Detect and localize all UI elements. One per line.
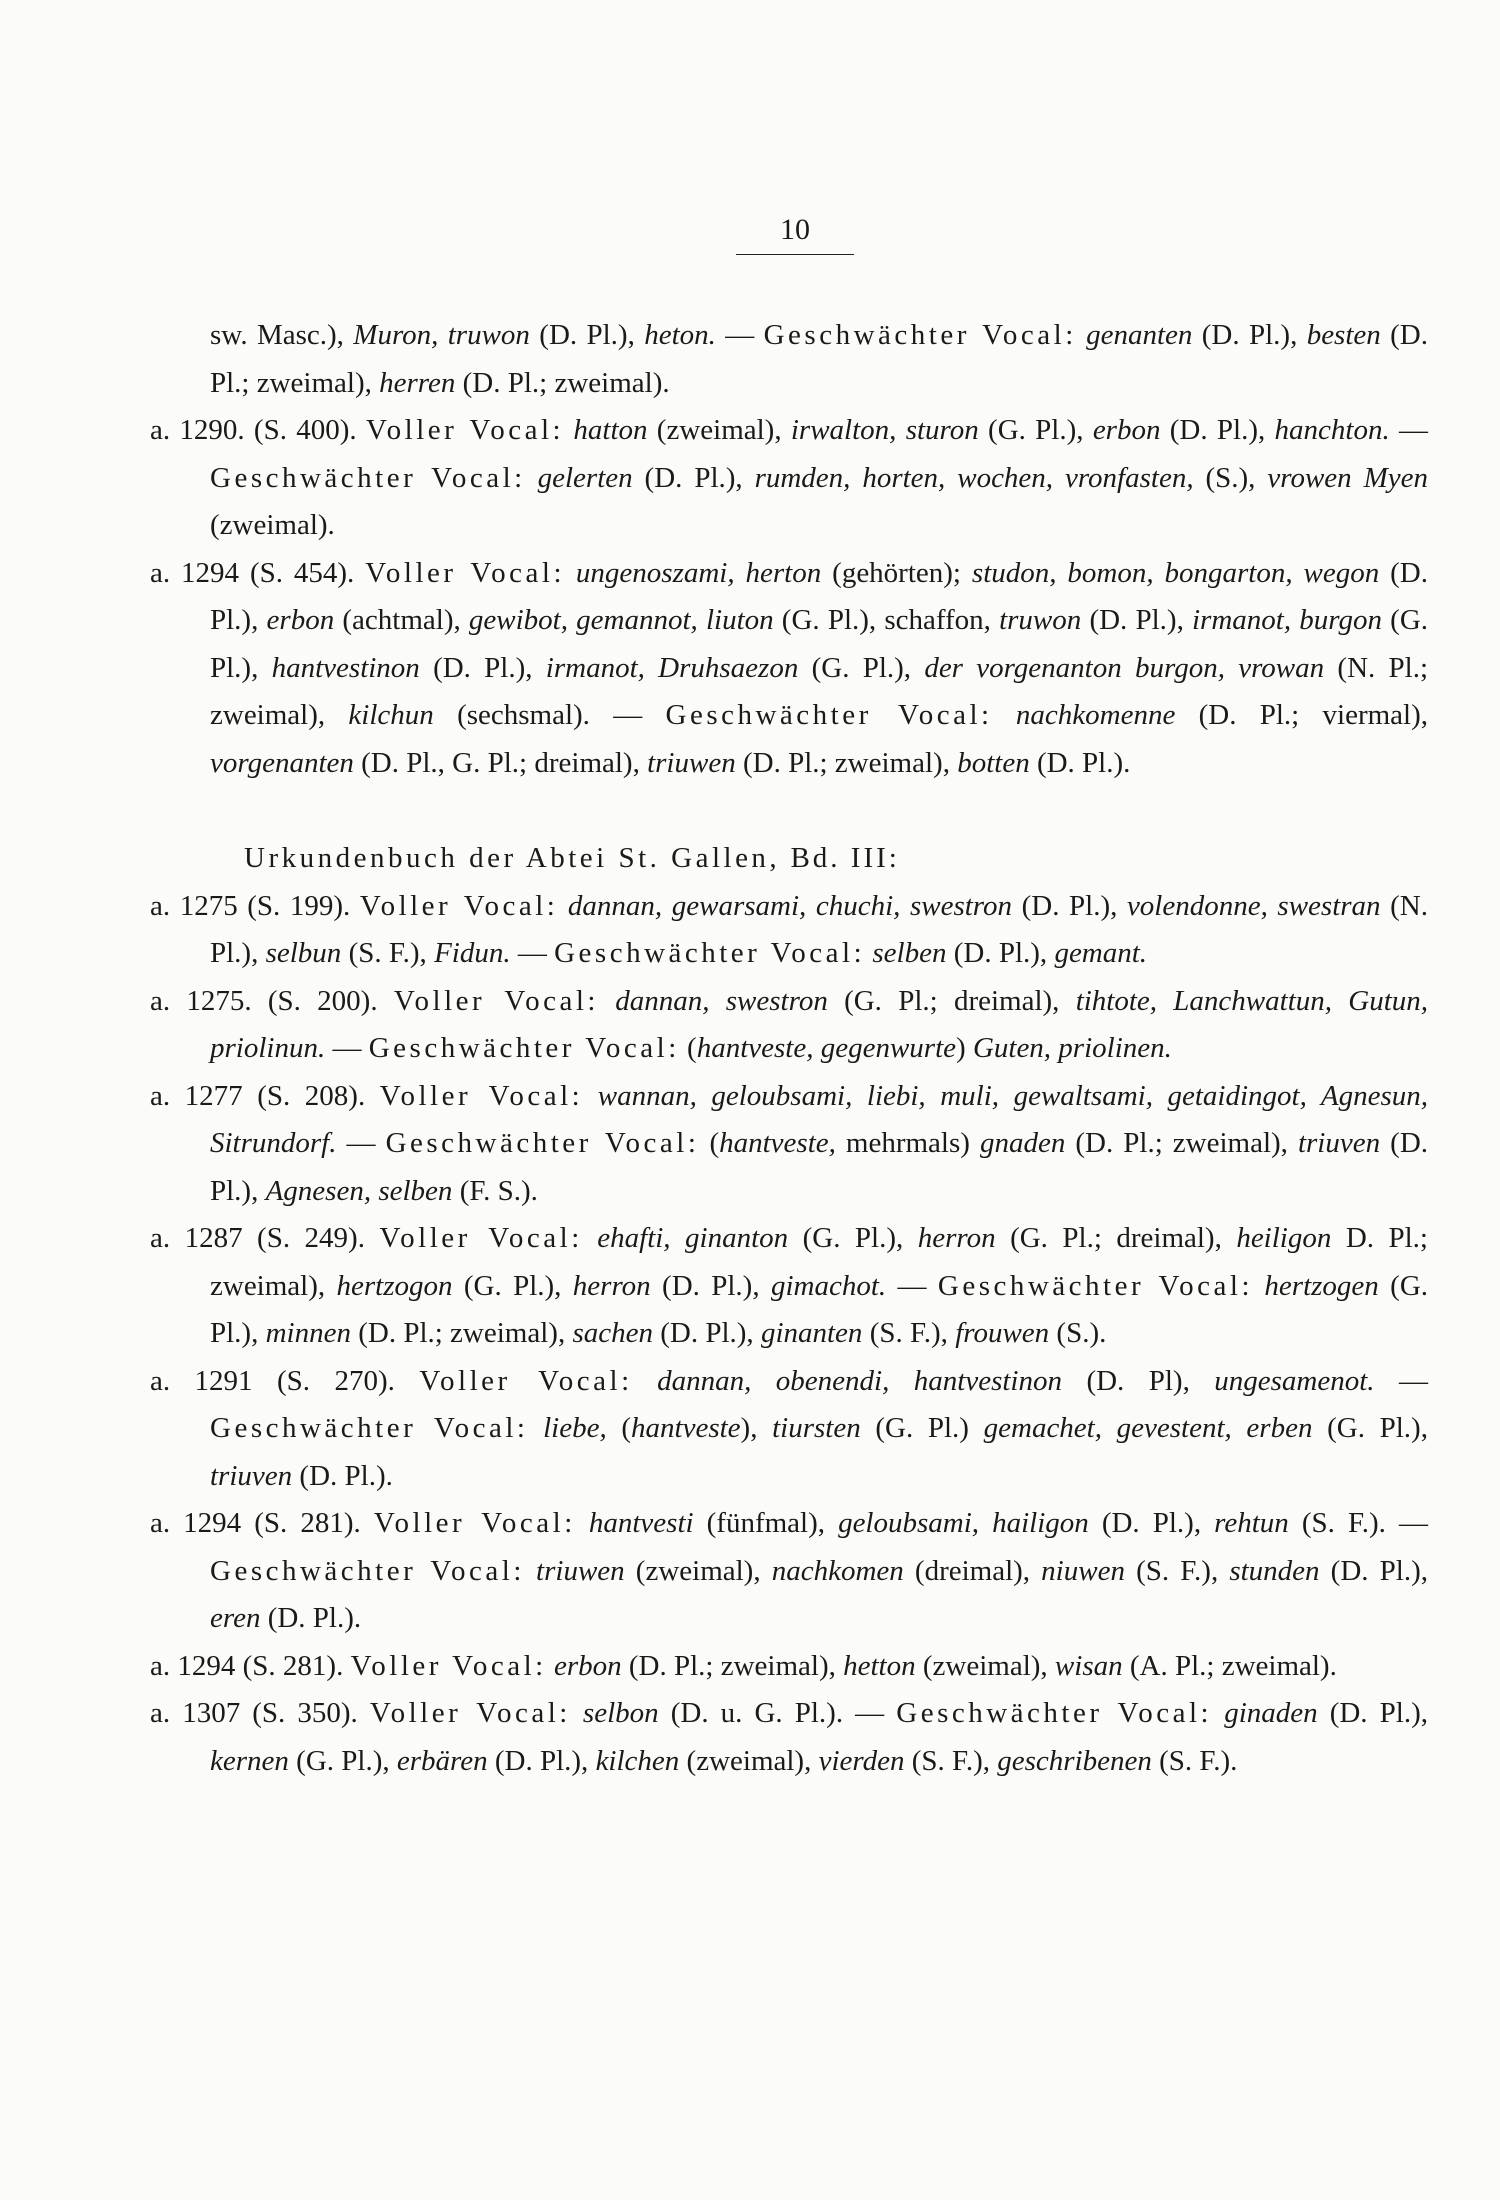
spaced-label: Voller Vocal: bbox=[379, 1079, 584, 1112]
italic-word: der vorgenanton burgon, vrowan bbox=[924, 651, 1325, 684]
entries-group-a bbox=[150, 407, 1428, 787]
italic-word: Fidun. bbox=[434, 937, 511, 969]
italic-word: kilchun bbox=[348, 699, 434, 731]
text-run: — bbox=[325, 1032, 369, 1064]
italic-word: gemant. bbox=[1054, 937, 1148, 969]
text-run: (S. F.). — bbox=[1288, 1507, 1428, 1539]
italic-word: hantvesti bbox=[588, 1507, 694, 1539]
text-run: (zweimal), bbox=[647, 414, 791, 446]
italic-word: sachen bbox=[572, 1317, 653, 1349]
year-entry bbox=[150, 1500, 1428, 1643]
text-run: a. 1275 (S. 199). bbox=[150, 889, 360, 922]
year-entry bbox=[150, 1690, 1428, 1785]
text-run: (N. Pl.), bbox=[210, 889, 1428, 969]
spaced-label: Voller Vocal: bbox=[373, 1507, 576, 1539]
italic-word: kilchen bbox=[595, 1744, 680, 1777]
year-entry bbox=[150, 883, 1428, 978]
text-run: a. 1294 (S. 454). bbox=[150, 556, 366, 589]
italic-word: ungenoszami, herton bbox=[575, 556, 822, 589]
italic-word: tihtote, Lanchwattun, Gutun, priolinun. bbox=[210, 984, 1429, 1064]
italic-word: ungesamenot. bbox=[1214, 1364, 1375, 1397]
italic-word: herren bbox=[379, 366, 456, 399]
text-run: (D. Pl.), bbox=[210, 556, 1428, 636]
text-run: (zweimal), bbox=[915, 1649, 1055, 1682]
italic-word: geloubsami, hailigon bbox=[838, 1507, 1089, 1539]
text-run: (D. Pl.; viermal), bbox=[1175, 699, 1429, 731]
text-run bbox=[599, 985, 615, 1017]
italic-word: ginaden bbox=[1224, 1697, 1318, 1729]
year-entry bbox=[150, 407, 1428, 550]
spaced-label: Voller Vocal: bbox=[369, 1697, 571, 1729]
text-run: (D. Pl.), bbox=[632, 461, 755, 494]
text-run: (D. Pl.; zweimal), bbox=[210, 319, 1428, 399]
text-run: — bbox=[886, 1269, 938, 1302]
italic-word: hantveste, bbox=[719, 1127, 836, 1159]
italic-word: heton. bbox=[644, 319, 716, 351]
text-run: (zweimal), bbox=[679, 1744, 819, 1777]
text-run: (G. Pl.), bbox=[452, 1269, 573, 1302]
italic-word: botten bbox=[957, 746, 1030, 779]
text-run: (D. u. G. Pl.). — bbox=[658, 1697, 897, 1729]
italic-word: tiursten bbox=[772, 1412, 861, 1444]
text-run bbox=[1212, 1697, 1224, 1729]
italic-word: rehtun bbox=[1214, 1507, 1289, 1539]
italic-word: frouwen bbox=[955, 1317, 1050, 1349]
italic-word: herron bbox=[917, 1222, 996, 1254]
italic-word: kernen bbox=[210, 1744, 289, 1777]
text-run bbox=[526, 462, 538, 494]
spaced-label: Geschwächter Vocal: bbox=[210, 1554, 525, 1587]
text-run: ( bbox=[699, 1127, 720, 1159]
italic-word: selbun bbox=[265, 937, 342, 969]
italic-word: hantveste bbox=[631, 1412, 741, 1444]
italic-word: minnen bbox=[265, 1317, 351, 1349]
italic-word: ehafti, ginanton bbox=[597, 1222, 789, 1254]
text-run bbox=[993, 699, 1016, 731]
spaced-label: Geschwächter Vocal: bbox=[896, 1697, 1213, 1729]
spaced-label: Voller Vocal: bbox=[419, 1364, 633, 1397]
italic-word: dannan, swestron bbox=[615, 984, 828, 1017]
text-run: (D. Pl.), bbox=[487, 1744, 596, 1777]
italic-word: wannan, geloubsami, liebi, muli, gewaltsami, getaidingot, Agnesun, Sitrundorf. bbox=[210, 1079, 1428, 1159]
text-run: (S. F.), bbox=[341, 937, 435, 969]
text-run: (G. Pl.), schaffon, bbox=[773, 604, 1000, 636]
text-run: ( bbox=[606, 1412, 632, 1444]
italic-word: rumden, horten, wochen, vronfasten, bbox=[754, 461, 1194, 494]
text-run: (achtmal), bbox=[334, 604, 469, 636]
italic-word: triuwen bbox=[647, 746, 736, 779]
text-run: — bbox=[1374, 1364, 1428, 1397]
italic-word: hantvestinon bbox=[271, 651, 420, 684]
text-run bbox=[565, 557, 576, 589]
italic-word: studon, bomon, bongarton, wegon bbox=[971, 556, 1380, 589]
text-run: (A. Pl.; zweimal). bbox=[1122, 1649, 1337, 1682]
text-run bbox=[528, 1412, 543, 1444]
text-run: (D. Pl.; zweimal), bbox=[735, 746, 958, 779]
text-run bbox=[571, 1697, 583, 1729]
italic-word: dannan, gewarsami, chuchi, swestron bbox=[567, 889, 1013, 922]
text-run: (D. Pl.). bbox=[260, 1602, 362, 1634]
text-run: (D. Pl.; zweimal), bbox=[1065, 1127, 1298, 1159]
italic-word: selben bbox=[872, 937, 947, 969]
italic-word: erbären bbox=[396, 1744, 488, 1777]
italic-word: herron bbox=[572, 1269, 651, 1302]
spaced-label: Voller Vocal: bbox=[359, 889, 559, 922]
text-run: (S. F.), bbox=[862, 1317, 956, 1349]
text-run: (D. Pl.; zweimal), bbox=[621, 1649, 844, 1682]
italic-word: irwalton, sturon bbox=[790, 414, 979, 446]
italic-word: vrowen Myen bbox=[1267, 461, 1428, 494]
italic-word: triuwen bbox=[536, 1554, 625, 1587]
text-run: (G. Pl.), bbox=[210, 1269, 1429, 1349]
text-run: (G. Pl.), bbox=[798, 651, 925, 684]
italic-word: erbon bbox=[266, 604, 335, 636]
italic-word: hertzogon bbox=[336, 1269, 453, 1302]
italic-word: gnaden bbox=[979, 1127, 1066, 1159]
italic-word: vierden bbox=[818, 1744, 905, 1777]
text-run bbox=[558, 890, 568, 922]
text-run: (D. Pl.), bbox=[210, 1127, 1429, 1207]
text-run: (S. F.), bbox=[904, 1744, 998, 1777]
text-run: (D. Pl), bbox=[1062, 1364, 1215, 1397]
spaced-label: Geschwächter Vocal: bbox=[665, 699, 993, 731]
spaced-label: Geschwächter Vocal: bbox=[554, 937, 866, 969]
year-entry bbox=[150, 1073, 1428, 1216]
year-entry bbox=[150, 1358, 1428, 1501]
italic-word: ginanten bbox=[760, 1317, 863, 1349]
text-run: — bbox=[1389, 414, 1428, 446]
italic-word: heiligon bbox=[1236, 1222, 1332, 1254]
italic-word: nachkomen bbox=[771, 1554, 904, 1587]
text-run: (S. F.), bbox=[1124, 1554, 1230, 1587]
italic-word: hanchton. bbox=[1274, 414, 1390, 446]
spaced-label: Voller Vocal: bbox=[365, 414, 565, 446]
italic-word: genanten bbox=[1086, 319, 1193, 351]
spaced-label: Geschwächter Vocal: bbox=[210, 461, 526, 494]
italic-word: eren bbox=[210, 1602, 261, 1634]
text-run: (D. Pl.), bbox=[529, 319, 645, 351]
text-run: (N. Pl.; zweimal), bbox=[210, 651, 1429, 731]
text-run: (S. F.). bbox=[1151, 1744, 1238, 1777]
italic-word: hertzogen bbox=[1264, 1269, 1379, 1302]
text-run: — bbox=[510, 937, 555, 969]
text-run: (G. Pl.; dreimal), bbox=[827, 984, 1076, 1017]
text-run: (D. Pl.), bbox=[1317, 1697, 1428, 1729]
italic-word: Muron, truwon bbox=[353, 319, 530, 351]
text-run: (D. Pl.), bbox=[1088, 1507, 1215, 1539]
text-run bbox=[525, 1555, 536, 1587]
text-run: a. 1294 (S. 281). bbox=[150, 1649, 351, 1682]
italic-word: gemachet, gevestent, erben bbox=[983, 1412, 1313, 1444]
text-run bbox=[564, 414, 573, 446]
spaced-label: Voller Vocal: bbox=[350, 1649, 547, 1682]
text-run: — bbox=[715, 319, 764, 351]
text-run: (zweimal). bbox=[210, 509, 335, 541]
text-run: (D. Pl.), bbox=[1081, 604, 1192, 636]
italic-word: volendonne, swestran bbox=[1126, 889, 1381, 922]
italic-word: hantveste, gegenwurte bbox=[696, 1032, 957, 1064]
year-entry bbox=[150, 1215, 1428, 1358]
text-run bbox=[576, 1507, 589, 1539]
text-run: (D. Pl.; zweimal). bbox=[455, 366, 670, 399]
text-run: (G. Pl.), bbox=[788, 1222, 918, 1254]
italic-word: gimachot. bbox=[770, 1269, 887, 1302]
text-run: a. 1275. (S. 200). bbox=[150, 984, 394, 1017]
italic-word: gewibot, gemannot, liuton bbox=[468, 604, 774, 636]
text-run: (zweimal), bbox=[624, 1554, 772, 1587]
text-run: a. 1307 (S. 350). bbox=[150, 1697, 370, 1729]
text-run: sw. Masc.), bbox=[210, 319, 354, 351]
text-run: (G. Pl.), bbox=[978, 414, 1093, 446]
text-run: (gehörten); bbox=[821, 556, 972, 589]
text-run: (D. Pl.), bbox=[650, 1269, 771, 1302]
italic-word: irmanot, Druhsaezon bbox=[545, 651, 799, 684]
text-run: ) bbox=[956, 1032, 973, 1064]
text-run: (D. Pl.), bbox=[652, 1317, 761, 1349]
text-run: (D. Pl., G. Pl.; dreimal), bbox=[353, 746, 648, 779]
italic-word: Agnesen, selben bbox=[265, 1174, 453, 1207]
italic-word: geschribenen bbox=[997, 1744, 1152, 1777]
text-run: (D. Pl.; zweimal), bbox=[350, 1317, 573, 1349]
spaced-label: Voller Vocal: bbox=[393, 984, 599, 1017]
text-run: (D. Pl.). bbox=[1029, 746, 1131, 779]
text-run: (G. Pl.) bbox=[860, 1412, 984, 1444]
intro-paragraph bbox=[150, 312, 1428, 407]
text-run bbox=[1253, 1270, 1264, 1302]
entries-group-b bbox=[150, 883, 1428, 1786]
page-number: 10 bbox=[736, 210, 854, 255]
spaced-label: Voller Vocal: bbox=[379, 1222, 583, 1254]
text-run: (D. Pl.), bbox=[1319, 1554, 1428, 1587]
italic-word: niuwen bbox=[1041, 1554, 1125, 1587]
text-run: (D. Pl.), bbox=[946, 937, 1055, 969]
year-entry bbox=[150, 550, 1428, 788]
italic-word: erbon bbox=[553, 1649, 622, 1682]
italic-word: liebe, bbox=[543, 1412, 607, 1444]
italic-word: irmanot, burgon bbox=[1192, 604, 1382, 636]
italic-word: gelerten bbox=[537, 461, 633, 494]
text-run: a. 1277 (S. 208). bbox=[150, 1079, 380, 1112]
section-heading bbox=[244, 835, 1428, 883]
text-run: — bbox=[336, 1127, 386, 1159]
text-run: (G. Pl.; dreimal), bbox=[995, 1222, 1237, 1254]
italic-word: stunden bbox=[1229, 1554, 1320, 1587]
italic-word: triuven bbox=[1297, 1127, 1381, 1159]
text-run: ( bbox=[679, 1032, 697, 1064]
text-run bbox=[547, 1650, 554, 1682]
italic-word: nachkomenne bbox=[1015, 699, 1176, 731]
text-run: (D. Pl.), bbox=[1160, 414, 1275, 446]
text-run: a. 1287 (S. 249). bbox=[150, 1222, 380, 1254]
text-run bbox=[583, 1222, 597, 1254]
text-run: (D. Pl.). bbox=[292, 1459, 393, 1492]
italic-word: selbon bbox=[582, 1697, 659, 1729]
text-run: mehrmals) bbox=[835, 1127, 980, 1159]
text-run: ), bbox=[740, 1412, 773, 1444]
text-run: (S.). bbox=[1049, 1317, 1107, 1349]
italic-word: vorgenanten bbox=[210, 746, 354, 779]
spaced-label: Geschwächter Vocal: bbox=[368, 1032, 680, 1064]
section-heading-rest: Bd. III: bbox=[780, 842, 900, 874]
spaced-label: Geschwächter Vocal: bbox=[937, 1269, 1254, 1302]
text-run: a. 1290. (S. 400). bbox=[150, 414, 366, 446]
text-run: (G. Pl.), bbox=[1312, 1412, 1428, 1444]
italic-word: hetton bbox=[843, 1649, 916, 1682]
text-run: (sechsmal). — bbox=[433, 699, 666, 731]
italic-word: dannan, obenendi, hantvestinon bbox=[657, 1364, 1062, 1397]
text-run: D. Pl.; zweimal), bbox=[210, 1222, 1428, 1302]
text-run: (D. Pl.), bbox=[419, 651, 546, 684]
italic-word: wisan bbox=[1054, 1649, 1123, 1682]
text-run: (fünfmal), bbox=[693, 1507, 839, 1539]
text-run: (G. Pl.), bbox=[288, 1744, 397, 1777]
italic-word: besten bbox=[1306, 319, 1381, 351]
spaced-label: Geschwächter Vocal: bbox=[210, 1412, 529, 1444]
italic-word: erbon bbox=[1092, 414, 1161, 446]
text-run: a. 1294 (S. 281). bbox=[150, 1507, 374, 1539]
spaced-label: Voller Vocal: bbox=[365, 556, 565, 589]
italic-word: triuven bbox=[210, 1459, 293, 1492]
italic-word: hatton bbox=[573, 414, 648, 446]
text-run bbox=[633, 1365, 657, 1397]
text-run: (D. Pl.), bbox=[1012, 889, 1127, 922]
text-run: (D. Pl.), bbox=[1192, 319, 1307, 351]
spaced-label: Geschwächter Vocal: bbox=[385, 1127, 700, 1159]
text-run: (F. S.). bbox=[452, 1174, 538, 1207]
section-heading-spaced: Urkundenbuch der Abtei St. Gallen, bbox=[244, 842, 781, 874]
italic-word: Guten, priolinen. bbox=[972, 1032, 1172, 1064]
text-run: (G. Pl.), bbox=[210, 604, 1429, 684]
year-entry bbox=[150, 1643, 1428, 1691]
text-run bbox=[583, 1080, 598, 1112]
year-entry bbox=[150, 978, 1428, 1073]
text-run: (dreimal), bbox=[903, 1554, 1042, 1587]
text-run: a. 1291 (S. 270). bbox=[150, 1364, 420, 1397]
spaced-label: Geschwächter Vocal: bbox=[763, 319, 1077, 351]
text-run bbox=[1077, 319, 1086, 351]
italic-word: truwon bbox=[999, 604, 1082, 636]
document-body bbox=[150, 312, 1428, 1785]
text-run: (S.), bbox=[1193, 461, 1268, 494]
